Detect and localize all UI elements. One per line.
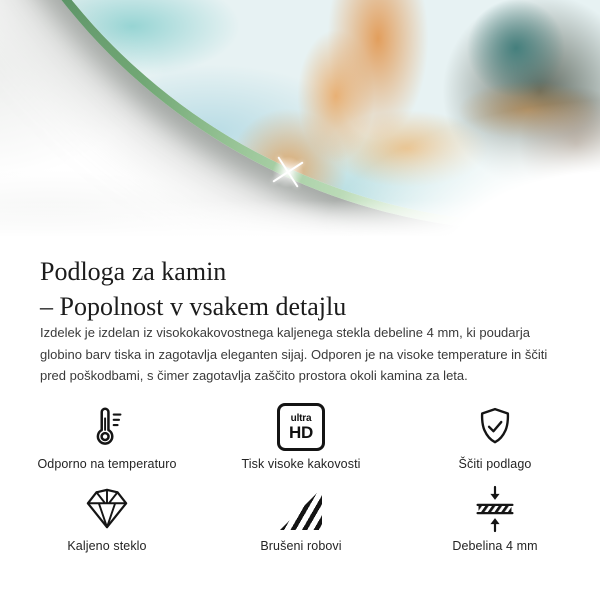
thickness-icon — [473, 484, 517, 534]
diamond-icon — [82, 484, 132, 534]
glass-disc — [0, 0, 600, 223]
feature-protects — [398, 402, 592, 472]
feature-thickness — [398, 484, 592, 554]
polished-edges-icon — [280, 484, 322, 534]
ultra-hd-icon-text-bottom: HD — [289, 422, 313, 442]
thermometer-icon — [84, 402, 130, 452]
title-line-1: Podloga za kamin — [40, 257, 227, 287]
feature-tempered-glass — [10, 484, 204, 554]
feature-label: Odporno na temperaturo — [37, 457, 177, 471]
ultra-hd-icon-text-top: ultra — [290, 412, 312, 424]
shield-check-icon — [473, 402, 517, 452]
features-grid — [10, 402, 592, 554]
feature-label: Kaljeno steklo — [67, 539, 147, 553]
marble-art — [0, 0, 600, 223]
ultra-hd-icon — [277, 402, 325, 452]
feature-temperature — [10, 402, 204, 472]
product-description: Izdelek je izdelan iz visokokakovostnega kaljenega stekla debeline 4 mm, ki poudarja globino barv tiska in zagotavlja eleganten sijaj. Odporen je na visoke temperature in ščiti pred poškodbami, s čimer zagotavlja zaščito prostora okoli kamina za leta. — [40, 325, 548, 383]
feature-label: Brušeni robovi — [260, 539, 342, 553]
feature-print-quality — [204, 402, 398, 472]
feature-polished-edges — [204, 484, 398, 554]
feature-label: Ščiti podlago — [458, 457, 532, 471]
hero-image — [0, 0, 600, 236]
title-line-2: – Popolnost v vsakem detajlu — [40, 292, 347, 322]
page-title — [40, 254, 570, 324]
feature-label: Tisk visoke kakovosti — [241, 457, 361, 471]
feature-label: Debelina 4 mm — [452, 539, 538, 553]
